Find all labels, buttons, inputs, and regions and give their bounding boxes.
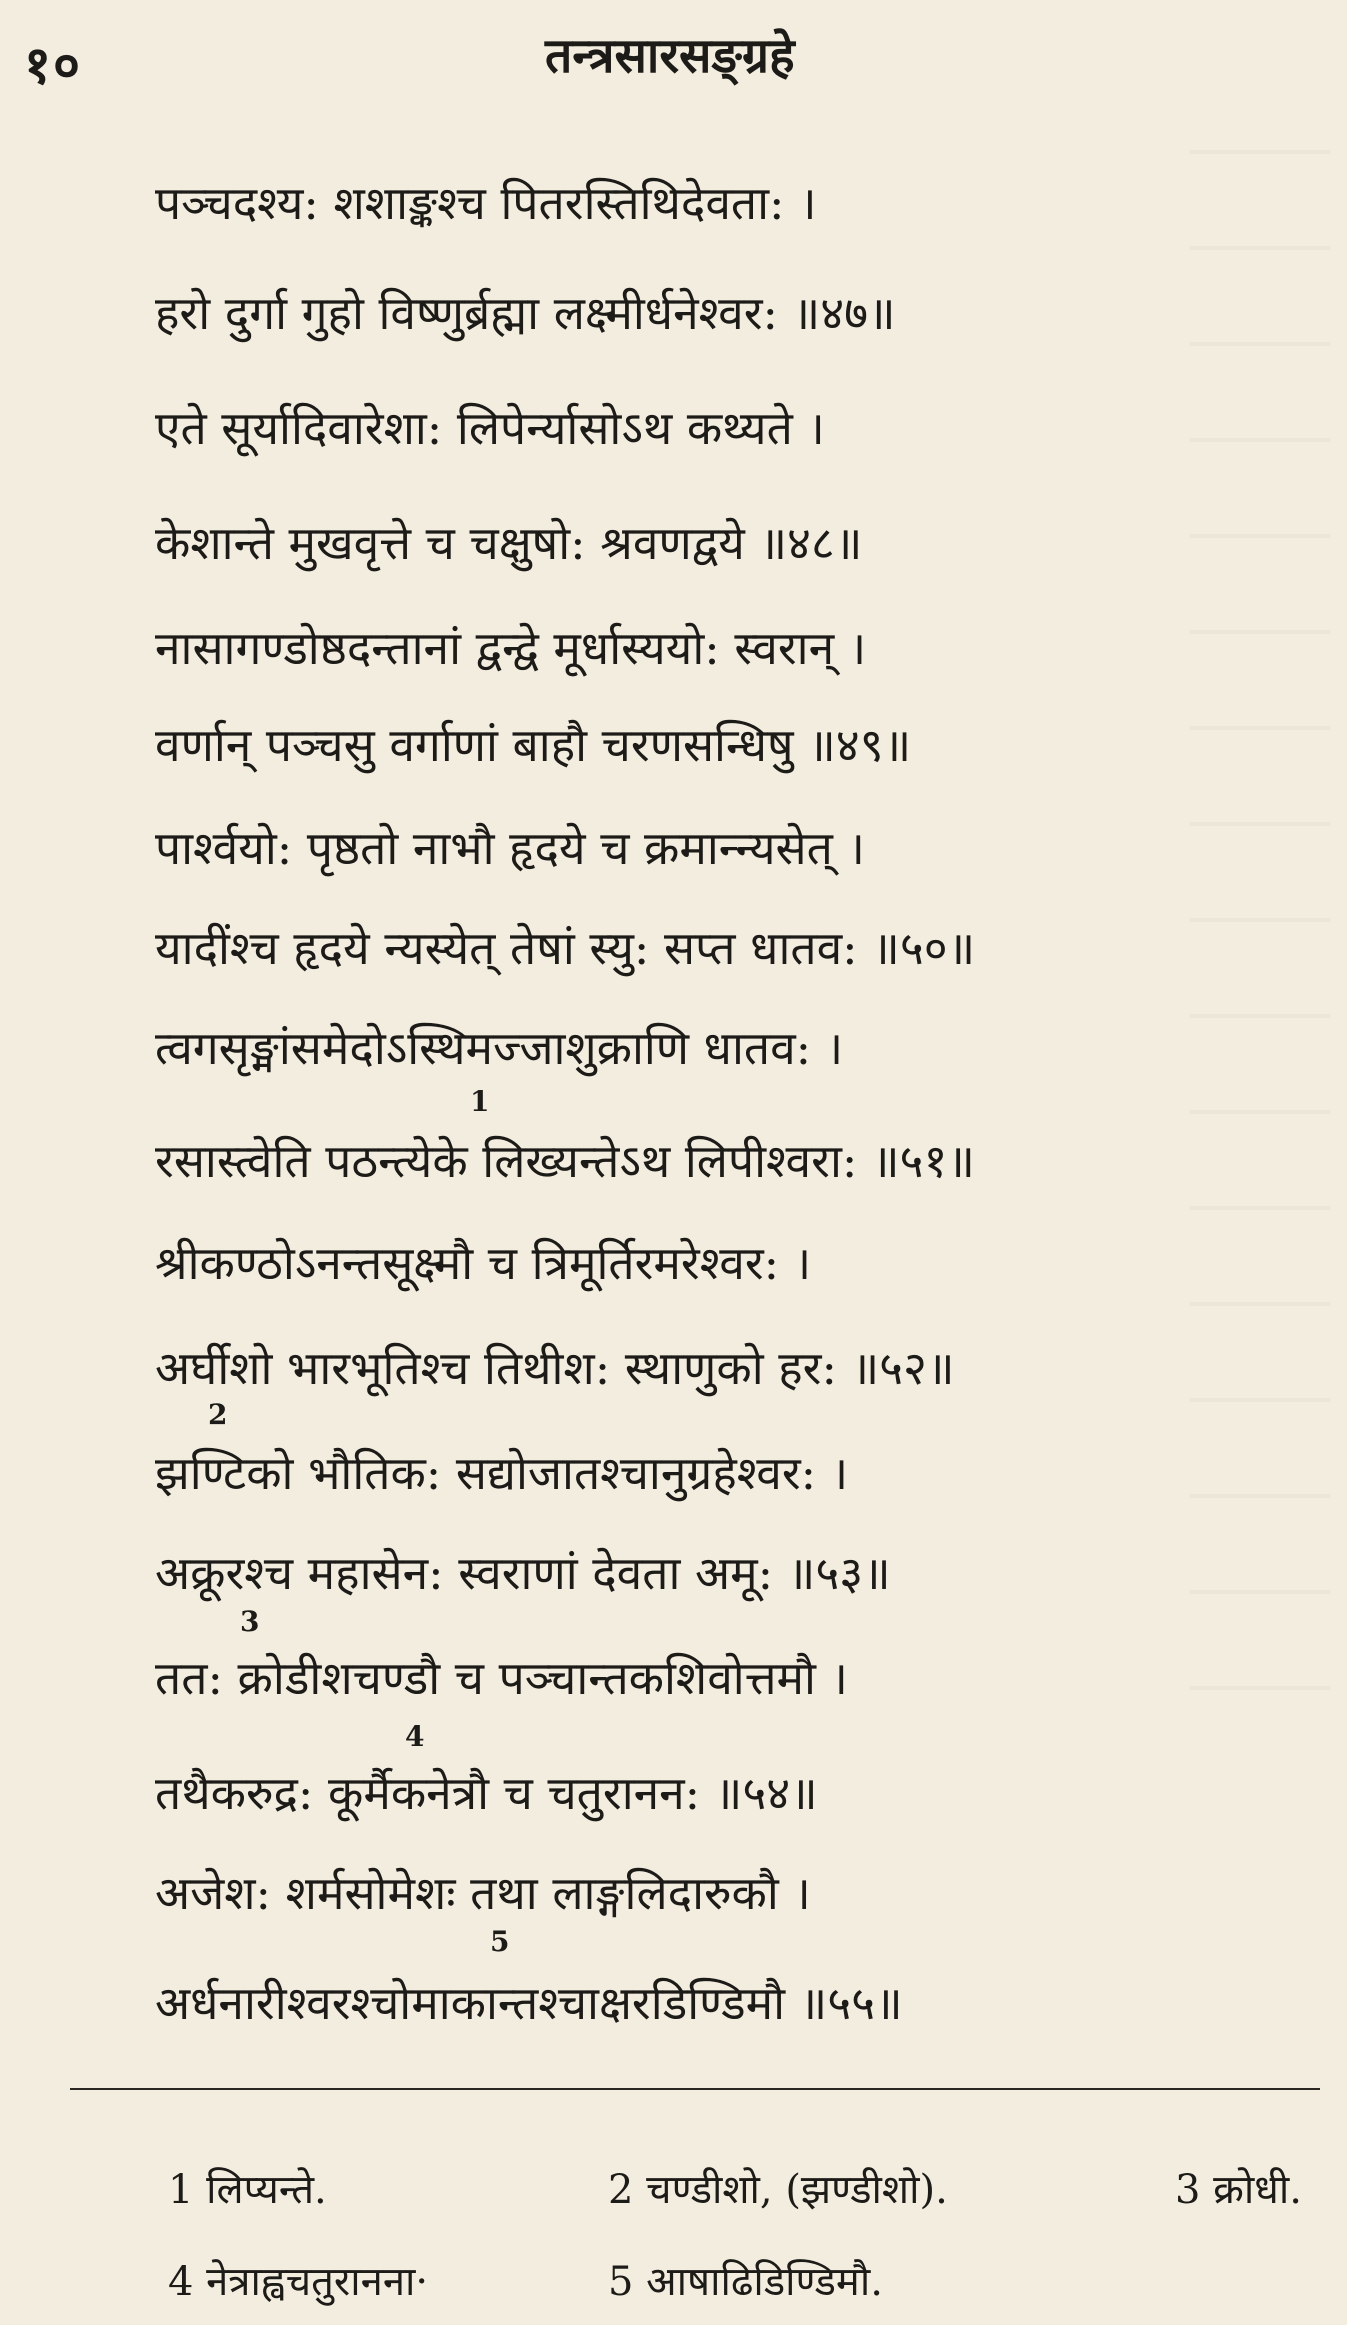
verse-line: हरो दुर्गा गुहो विष्णुर्ब्रह्मा लक्ष्मीर्धनेश्वर: ॥४७॥ xyxy=(155,286,896,340)
footnote-marker: 4 xyxy=(405,1720,425,1753)
footnote-marker: 3 xyxy=(240,1605,260,1638)
verse-line: अजेश: शर्मसोमेशः तथा लाङ्गलिदारुकौ । xyxy=(155,1866,811,1920)
show-through-text xyxy=(1190,150,1330,1700)
footnote-2: 2 चण्डीशो, (झण्डीशो). xyxy=(608,2167,948,2213)
verse-line: अर्घीशो भारभूतिश्च तिथीश: स्थाणुको हर: ॥५२॥ xyxy=(155,1341,955,1395)
footnote-5: 5 आषाढिडिण्डिमौ. xyxy=(608,2259,883,2305)
footnote-marker: 1 xyxy=(470,1085,490,1118)
verse-line: तत: क्रोडीशचण्डौ च पञ्चान्तकशिवोत्तमौ । xyxy=(155,1651,848,1705)
running-head: तन्त्रसारसङ्ग्रहे xyxy=(545,28,795,84)
verse-line: श्रीकण्ठोऽनन्तसूक्ष्मौ च त्रिमूर्तिरमरेश्वर: । xyxy=(155,1236,812,1290)
verse-line: पार्श्वयो: पृष्ठतो नाभौ हृदये च क्रमान्न्यसेत् । xyxy=(155,821,865,875)
footnote-rule xyxy=(70,2088,1320,2090)
verse-line: वर्णान् पञ्चसु वर्गाणां बाहौ चरणसन्धिषु ॥४९॥ xyxy=(155,718,912,772)
verse-line: तथैकरुद्र: कूर्मैकनेत्रौ च चतुरानन: ॥५४॥ xyxy=(155,1766,818,1820)
verse-line: अर्धनारीश्वरश्चोमाकान्तश्चाक्षरडिण्डिमौ ॥५५॥ xyxy=(155,1976,903,2030)
verse-line: पञ्चदश्य: शशाङ्कश्च पितरस्तिथिदेवता: । xyxy=(155,176,817,230)
page-number: १० xyxy=(24,35,83,96)
verse-line: एते सूर्यादिवारेशा: लिपेर्न्यासोऽथ कथ्यते । xyxy=(155,401,825,455)
verse-line: यादींश्च हृदये न्यस्येत् तेषां स्यु: सप्त धातव: ॥५०॥ xyxy=(155,921,976,975)
footnote-4: 4 नेत्राह्वचतुरानना· xyxy=(168,2259,429,2305)
verse-line: त्वगसृङ्मांसमेदोऽस्थिमज्जाशुक्राणि धातव: । xyxy=(155,1021,844,1075)
verse-line: अक्रूरश्च महासेन: स्वराणां देवता अमू: ॥५३॥ xyxy=(155,1546,891,1600)
footnote-3: 3 क्रोधी. xyxy=(1175,2167,1302,2213)
verse-line: झण्टिको भौतिक: सद्योजातश्चानुग्रहेश्वर: । xyxy=(155,1446,849,1500)
footnote-marker: 5 xyxy=(490,1925,510,1958)
footnote-1: 1 लिप्यन्ते. xyxy=(168,2167,327,2213)
verse-line: केशान्ते मुखवृत्ते च चक्षुषो: श्रवणद्वये ॥४८॥ xyxy=(155,516,863,570)
footnote-marker: 2 xyxy=(208,1398,228,1431)
verse-line: नासागण्डोष्ठदन्तानां द्वन्द्वे मूर्धास्ययो: स्वरान् । xyxy=(155,621,867,675)
verse-line: रसास्त्वेति पठन्त्येके लिख्यन्तेऽथ लिपीश्वरा: ॥५१॥ xyxy=(155,1134,975,1188)
